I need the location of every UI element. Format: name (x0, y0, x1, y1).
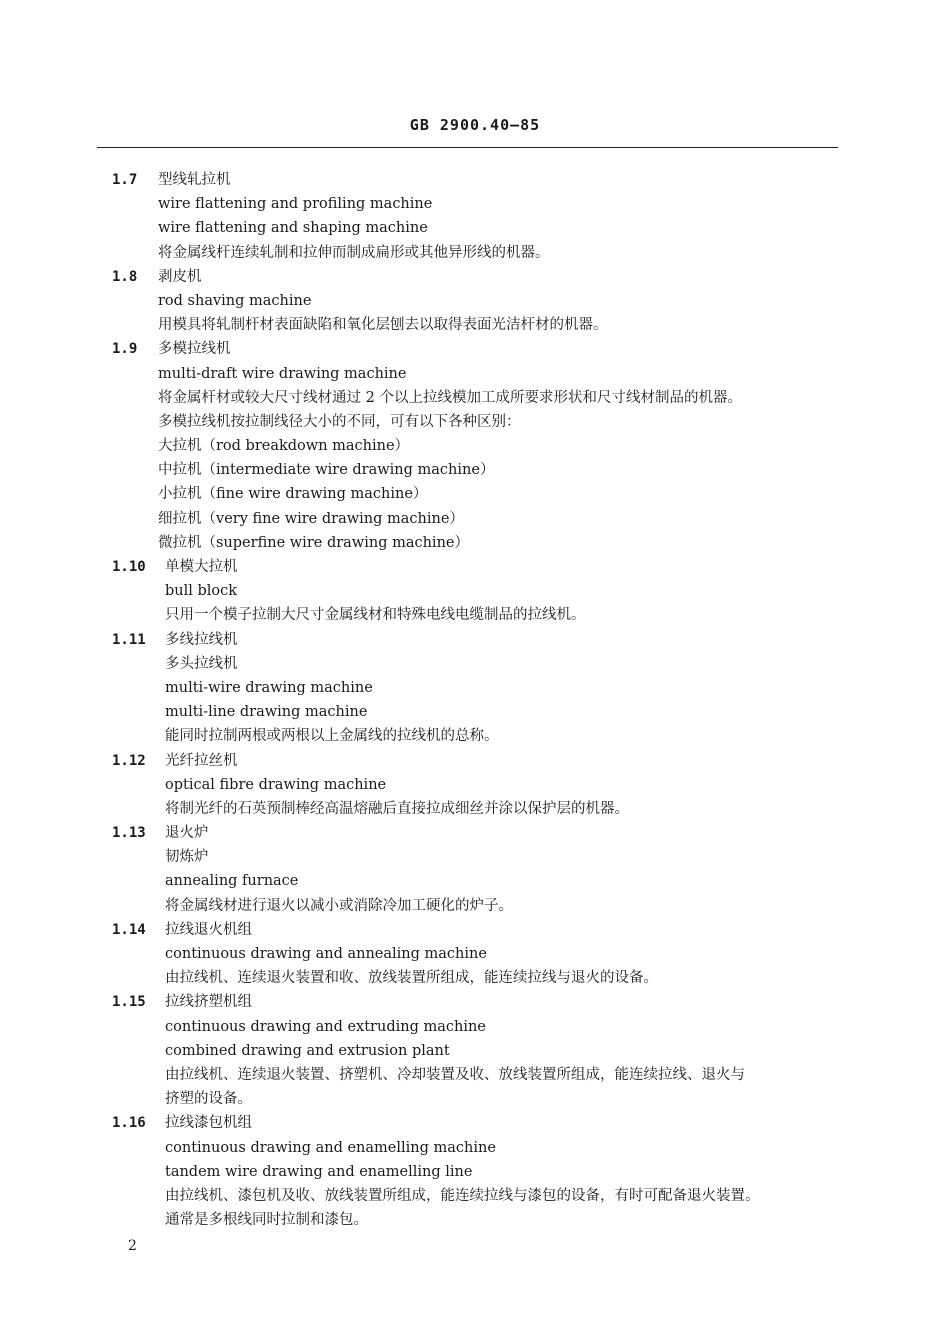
term-title: 型线轧拉机 (158, 172, 231, 188)
term-text: 由拉线机、漆包机及收、放线装置所组成，能连续拉线与漆包的设备，有时可配备退火装置。 (165, 1187, 760, 1204)
term-text: optical fibre drawing machine (165, 776, 387, 793)
term-text: continuous drawing and enamelling machine (165, 1139, 496, 1156)
term-text: 中拉机（intermediate wire drawing machine） (158, 462, 495, 479)
term-text: 用模具将轧制杆材表面缺陷和氧化层刨去以取得表面光洁杆材的机器。 (158, 317, 608, 334)
term-line (0, 869, 950, 893)
term-text: 大拉机（rod breakdown machine） (158, 438, 410, 455)
term-text: 通常是多根线同时拉制和漆包。 (165, 1212, 368, 1229)
term-line (0, 1039, 950, 1063)
term-line (0, 434, 950, 458)
term-line (0, 482, 950, 506)
term-number: 1.9 (112, 341, 138, 358)
term-text: wire flattening and profiling machine (158, 196, 433, 213)
term-line (0, 966, 950, 990)
term-line (0, 531, 950, 555)
term-number: 1.8 (112, 268, 138, 285)
term-line (0, 579, 950, 603)
term-number: 1.7 (112, 172, 138, 188)
term-line (0, 362, 950, 386)
term-heading-row (0, 628, 950, 652)
term-line (0, 1087, 950, 1111)
term-text: combined drawing and extrusion plant (165, 1042, 450, 1059)
term-heading-row (0, 918, 950, 942)
term-number: 1.12 (112, 752, 146, 769)
term-text: 多头拉线机 (165, 655, 238, 672)
term-heading-row (0, 265, 950, 289)
term-line (0, 386, 950, 410)
term-title: 剥皮机 (158, 268, 202, 285)
term-text: continuous drawing and extruding machine (165, 1018, 486, 1035)
term-title: 单模大拉机 (165, 559, 238, 575)
term-text: multi-wire drawing machine (165, 679, 373, 696)
term-heading-row (0, 168, 950, 192)
term-heading-row (0, 555, 950, 579)
term-line (0, 652, 950, 676)
term-line (0, 700, 950, 724)
term-line (0, 942, 950, 966)
term-text: 将金属线杆连续轧制和拉伸而制成扁形或其他异形线的机器。 (158, 244, 550, 261)
term-line (0, 507, 950, 531)
term-text: 由拉线机、连续退火装置和收、放线装置所组成，能连续拉线与退火的设备。 (165, 970, 658, 987)
term-line (0, 289, 950, 313)
term-text: 挤塑的设备。 (165, 1091, 252, 1108)
term-text: 将金属杆材或较大尺寸线材通过 2 个以上拉线模加工成所要求形状和尺寸线材制品的机器。 (158, 389, 742, 406)
term-title: 退火炉 (165, 825, 209, 842)
term-heading-row (0, 337, 950, 361)
term-line (0, 797, 950, 821)
term-list (0, 168, 950, 1232)
term-line (0, 313, 950, 337)
term-line (0, 1184, 950, 1208)
term-number: 1.10 (112, 559, 146, 575)
term-line (0, 724, 950, 748)
term-heading-row (0, 749, 950, 773)
term-text: 只用一个模子拉制大尺寸金属线材和特殊电线电缆制品的拉线机。 (165, 607, 586, 624)
term-text: 能同时拉制两根或两根以上金属线的拉线机的总称。 (165, 728, 499, 745)
term-text: 多模拉线机按拉制线径大小的不同，可有以下各种区别： (158, 413, 521, 430)
term-heading-row (0, 1111, 950, 1135)
page-number: 2 (128, 1238, 137, 1254)
term-text: continuous drawing and annealing machine (165, 946, 487, 962)
term-heading-row (0, 821, 950, 845)
term-line (0, 1208, 950, 1232)
term-text: tandem wire drawing and enamelling line (165, 1163, 473, 1180)
term-line (0, 1063, 950, 1087)
term-heading-row (0, 990, 950, 1014)
term-text: 将制光纤的石英预制棒经高温熔融后直接拉成细丝并涂以保护层的机器。 (165, 800, 629, 817)
term-text: 将金属线材进行退火以减小或消除冷加工硬化的炉子。 (165, 897, 513, 914)
term-text: wire flattening and shaping machine (158, 220, 428, 237)
document-header: GB 2900.40—85 (409, 116, 541, 134)
term-line (0, 773, 950, 797)
term-line (0, 1160, 950, 1184)
term-line (0, 192, 950, 216)
term-number: 1.16 (112, 1115, 146, 1132)
term-text: rod shaving machine (158, 292, 312, 309)
term-line (0, 676, 950, 700)
term-title: 拉线挤塑机组 (165, 994, 252, 1011)
term-text: multi-draft wire drawing machine (158, 365, 407, 382)
term-line (0, 1015, 950, 1039)
header-rule (97, 147, 838, 148)
term-text: 由拉线机、连续退火装置、挤塑机、冷却装置及收、放线装置所组成，能连续拉线、退火与 (165, 1066, 745, 1083)
term-text: 微拉机（superfine wire drawing machine） (158, 534, 469, 551)
term-title: 光纤拉丝机 (165, 752, 238, 769)
term-line (0, 845, 950, 869)
term-text: 小拉机（fine wire drawing machine） (158, 486, 428, 503)
term-line (0, 894, 950, 918)
term-title: 多模拉线机 (158, 341, 231, 358)
term-number: 1.13 (112, 825, 146, 842)
term-title: 拉线退火机组 (165, 921, 252, 938)
term-line (0, 603, 950, 627)
term-text: 韧炼炉 (165, 849, 209, 866)
term-title: 多线拉线机 (165, 631, 238, 648)
term-number: 1.15 (112, 994, 146, 1011)
term-text: bull block (165, 583, 238, 600)
term-line (0, 241, 950, 265)
term-text: 细拉机（very fine wire drawing machine） (158, 510, 464, 527)
term-number: 1.11 (112, 631, 146, 648)
term-line (0, 1136, 950, 1160)
term-line (0, 458, 950, 482)
term-title: 拉线漆包机组 (165, 1115, 252, 1132)
term-line (0, 410, 950, 434)
term-text: annealing furnace (165, 873, 299, 890)
term-text: multi-line drawing machine (165, 704, 368, 721)
term-number: 1.14 (112, 921, 146, 938)
term-line (0, 216, 950, 240)
